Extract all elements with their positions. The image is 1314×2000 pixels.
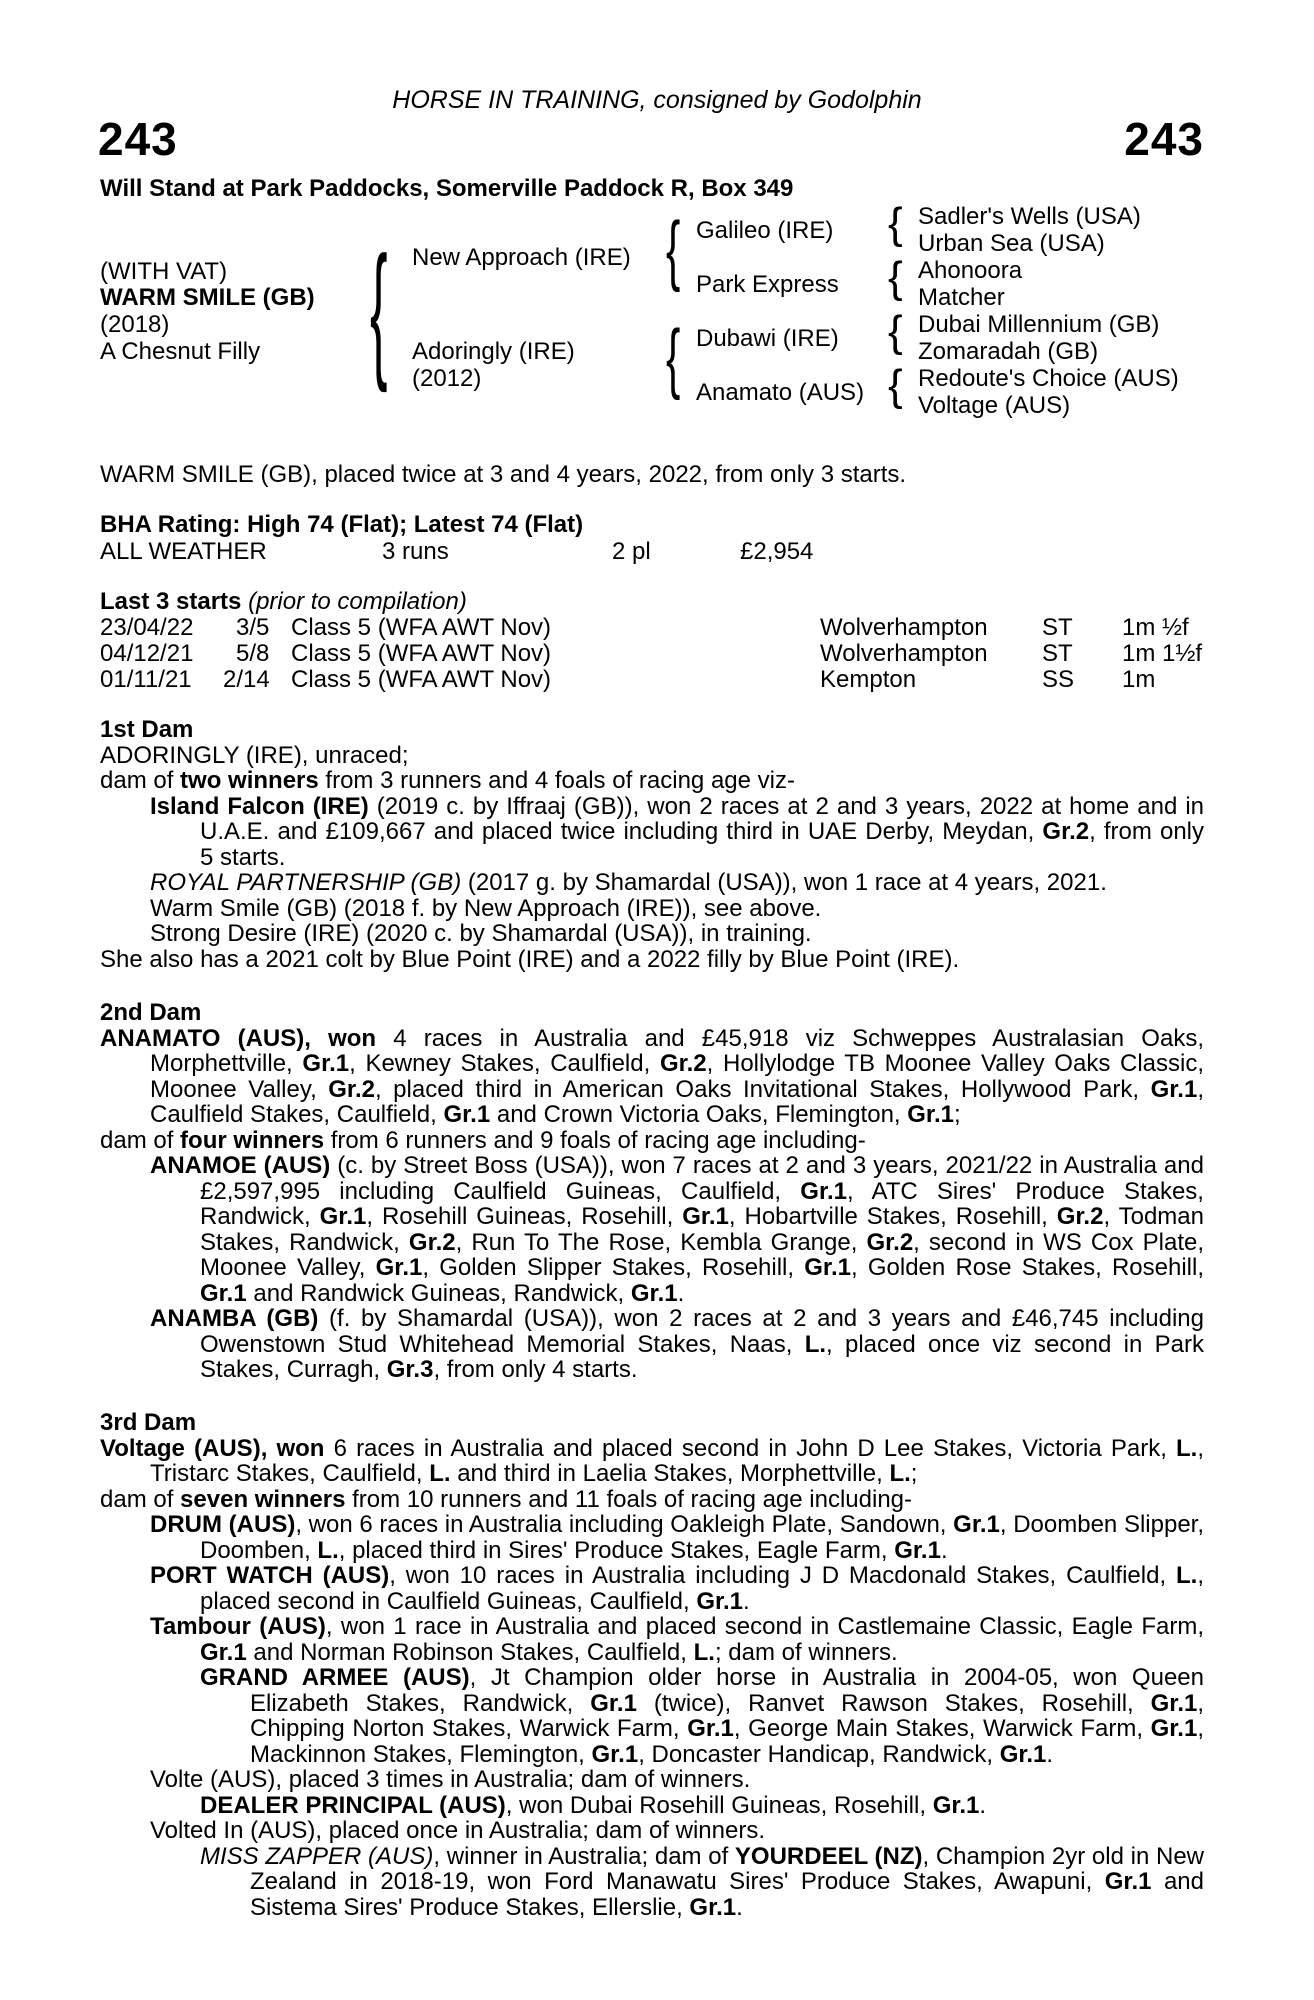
t: , Champion 2yr old in New Zealand in 2018-19, won Ford Manawatu Sires' Produce Stakes, Awapuni,: [250, 1842, 1204, 1895]
t: and Norman Robinson Stakes, Caulfield,: [246, 1638, 694, 1666]
consignment-header: HORSE IN TRAINING, consigned by Godolphin: [392, 86, 922, 114]
progeny-tambour: [100, 1614, 1204, 1665]
dam: Adoringly (IRE): [412, 338, 575, 365]
second-dam-title: 2nd Dam: [100, 999, 202, 1026]
ggs-5: Dubai Millennium (GB): [918, 311, 1160, 338]
t: (2017 g. by Shamardal (USA)), won 1 race at 4 years, 2021.: [461, 869, 1107, 896]
t: , won: [260, 1434, 325, 1462]
t: , Rosehill Guineas, Rosehill,: [366, 1203, 683, 1230]
t: ;: [953, 1101, 961, 1128]
t: .: [1046, 1740, 1054, 1768]
grade: Gr.1: [687, 1715, 734, 1742]
t: , placed second in Caulfield Guineas, Caulfield,: [200, 1562, 1204, 1615]
progeny-name: ROYAL PARTNERSHIP (GB): [150, 869, 462, 896]
t: , Tristarc Stakes, Caulfield,: [150, 1434, 1204, 1487]
grade: Gr.1: [1150, 1715, 1198, 1742]
t: , second in WS Cox Plate, Moonee Valley,: [200, 1228, 1204, 1281]
rating-placed: 2 pl: [612, 538, 651, 565]
second-dam-section: [100, 1000, 1204, 1383]
sire-brace: {: [666, 205, 681, 293]
t: from 3 runners and 4 foals of racing age viz-: [318, 767, 795, 794]
t: dam of: [100, 767, 181, 794]
start-going: ST: [1042, 614, 1073, 641]
progeny-volted-in: Volted In (AUS), placed once in Australia; dam of winners.: [150, 1817, 765, 1844]
start-pos: 3/5: [236, 614, 270, 641]
start-race: Class 5 (WFA AWT Nov): [291, 614, 552, 641]
t: , Run To The Rose, Kembla Grange,: [455, 1228, 867, 1256]
grade: Gr.1: [932, 1791, 980, 1819]
progeny-warm-smile: Warm Smile (GB) (2018 f. by New Approach (IRE)), see above.: [150, 894, 822, 922]
progeny-strong-desire: Strong Desire (IRE) (2020 c. by Shamardal (USA)), in training.: [150, 920, 812, 947]
start-going: ST: [1042, 640, 1073, 667]
starts-note: (prior to compilation): [248, 588, 467, 615]
grade: Gr.1: [804, 1254, 851, 1281]
start-date: 01/11/21: [100, 666, 192, 693]
third-dam-produce: [100, 1487, 1204, 1513]
starts-title-text: Last 3 starts: [100, 588, 242, 615]
lot-number-left: 243: [98, 113, 178, 165]
progeny-volte: Volte (AUS), placed 3 times in Australia; dam of winners.: [150, 1766, 751, 1793]
grade: Gr.1: [200, 1638, 247, 1666]
start-dist: 1m 1½f: [1122, 640, 1203, 667]
brace-1: {: [888, 199, 903, 248]
dam-year: (2012): [412, 365, 482, 392]
start-course: Wolverhampton: [820, 614, 988, 641]
start-course: Kempton: [820, 666, 917, 693]
progeny-name: Island Falcon (IRE): [150, 792, 369, 820]
grade: Gr.1: [907, 1101, 954, 1128]
start-race: Class 5 (WFA AWT Nov): [291, 640, 552, 667]
horse-name: WARM SMILE (GB): [100, 284, 315, 311]
t: .: [979, 1791, 987, 1819]
t: and third in Laelia Stakes, Morphettville,: [450, 1460, 890, 1487]
progeny-grand-armee: [100, 1665, 1204, 1767]
t: , Doncaster Handicap, Randwick,: [638, 1740, 1000, 1768]
t: (twice), Ranvet Rawson Stakes, Rosehill,: [636, 1689, 1151, 1717]
progeny-name: ANAMBA (GB): [150, 1305, 319, 1332]
t: ;: [910, 1460, 918, 1487]
progeny-drum: [100, 1512, 1204, 1563]
t: .: [940, 1536, 948, 1564]
start-pos: 5/8: [236, 640, 270, 667]
grade: Gr.1: [696, 1587, 744, 1615]
pedigree-brace: {: [370, 225, 388, 393]
t: , won 10 races in Australia including J D Macdonald Stakes, Caulfield,: [389, 1562, 1176, 1589]
first-dam-section: [100, 717, 1204, 972]
progeny-name: DEALER PRINCIPAL (AUS): [200, 1791, 506, 1819]
grade: Gr.1: [689, 1893, 737, 1921]
start-row-2: [100, 640, 1220, 666]
grade: Gr.2: [1056, 1203, 1104, 1230]
ggs-3: Ahonoora: [918, 257, 1023, 284]
t: , Hollylodge TB Moonee Valley Oaks Classic, Moonee Valley,: [150, 1050, 1205, 1103]
start-pos: 2/14: [223, 666, 270, 693]
grade: L.: [1176, 1562, 1198, 1589]
brace-4: {: [888, 361, 903, 410]
grade: Gr.1: [682, 1203, 729, 1230]
grade: L.: [1176, 1434, 1198, 1462]
t: .: [677, 1279, 685, 1307]
t: , Kewney Stakes, Caulfield,: [349, 1050, 660, 1077]
grade: L.: [429, 1460, 451, 1487]
progeny-island-falcon: [100, 794, 1204, 871]
brace-2: {: [888, 253, 903, 302]
t: 4 races in Australia and £45,918 viz Schweppes Australasian Oaks, Morphettville,: [150, 1024, 1204, 1077]
progeny-name: ANAMOE (AUS): [150, 1152, 331, 1179]
t: , from only 4 starts.: [433, 1356, 638, 1383]
start-date: 23/04/22: [100, 614, 194, 641]
progeny-name: GRAND ARMEE (AUS): [200, 1664, 470, 1691]
third-dam-title: 3rd Dam: [100, 1409, 197, 1436]
vat-note: (WITH VAT): [100, 258, 228, 285]
first-dam-line: ADORINGLY (IRE), unraced;: [100, 741, 409, 769]
grade: Gr.2: [1042, 818, 1090, 845]
start-row-3: [100, 666, 1220, 692]
grade: Gr.1: [319, 1203, 367, 1230]
grade: Gr.1: [1150, 1075, 1198, 1103]
t: , placed third in American Oaks Invitational Stakes, Hollywood Park,: [374, 1075, 1151, 1103]
grade: Gr.1: [894, 1536, 941, 1564]
progeny-miss-zapper: [100, 1844, 1204, 1921]
progeny-royal-partnership: [100, 870, 1204, 896]
progeny-name: DRUM (AUS): [150, 1511, 296, 1538]
t: 6 races in Australia and placed second in John D Lee Stakes, Victoria Park,: [324, 1434, 1176, 1462]
ggs-2: Urban Sea (USA): [918, 230, 1105, 257]
grade: Gr.2: [408, 1228, 456, 1256]
t: , won 6 races in Australia including Oakleigh Plate, Sandown,: [295, 1511, 954, 1538]
t: , Mackinnon Stakes, Flemington,: [250, 1715, 1204, 1768]
ggs-8: Voltage (AUS): [918, 392, 1071, 419]
start-race: Class 5 (WFA AWT Nov): [291, 666, 552, 693]
grade: Gr.1: [302, 1050, 350, 1077]
summary-line: WARM SMILE (GB), placed twice at 3 and 4 years, 2022, from only 3 starts.: [100, 461, 907, 488]
t: from 10 runners and 11 foals of racing age including-: [345, 1485, 913, 1513]
t: , Golden Rose Stakes, Rosehill,: [850, 1254, 1204, 1281]
grade: L.: [804, 1330, 827, 1358]
brace-3: {: [888, 307, 903, 356]
rating-row: [100, 538, 1220, 564]
dam-brace: {: [666, 313, 681, 401]
progeny-anamba: [100, 1306, 1204, 1383]
progeny-name: YOURDEEL (NZ): [734, 1842, 923, 1870]
t: , from only 5 starts.: [200, 818, 1204, 871]
start-date: 04/12/21: [100, 640, 194, 667]
start-row-1: [100, 614, 1220, 640]
grade: Gr.1: [591, 1740, 639, 1768]
start-dist: 1m ½f: [1122, 614, 1189, 641]
t: , Caulfield Stakes, Caulfield,: [150, 1075, 1204, 1128]
dam-name: ANAMATO (AUS): [100, 1024, 305, 1052]
t: ; dam of winners.: [714, 1638, 898, 1666]
progeny-anamoe: [100, 1153, 1204, 1306]
grade: Gr.1: [1104, 1868, 1152, 1895]
winners-count: two winners: [180, 767, 319, 794]
grade: Gr.3: [386, 1356, 434, 1383]
grade: L.: [317, 1536, 339, 1564]
progeny-name: Tambour (AUS): [150, 1613, 326, 1640]
t: dam of: [100, 1485, 181, 1513]
horse-description: A Chesnut Filly: [100, 338, 261, 365]
first-dam-produce: [100, 768, 1204, 794]
third-dam-section: [100, 1410, 1204, 1920]
grade: Gr.1: [800, 1177, 847, 1205]
rating-title: BHA Rating: High 74 (Flat); Latest 74 (Flat): [100, 511, 584, 538]
t: .: [736, 1893, 743, 1921]
start-dist: 1m: [1122, 666, 1156, 693]
t: and Sistema Sires' Produce Stakes, Ellerslie,: [250, 1868, 1204, 1921]
first-dam-foals: She also has a 2021 colt by Blue Point (IRE) and a 2022 filly by Blue Point (IRE).: [100, 945, 960, 973]
t: (f. by Shamardal (USA)), won 2 races at 2 and 3 years and £46,745 including Owenstown Stud Whitehead Memorial Stakes, Naas,: [200, 1305, 1204, 1358]
lot-number-right: 243: [1124, 113, 1204, 165]
t: , won: [304, 1024, 377, 1052]
first-dam-title: 1st Dam: [100, 716, 194, 743]
grade: Gr.1: [375, 1254, 423, 1281]
t: (2019 c. by Iffraaj (GB)), won 2 races at 2 and 3 years, 2022 at home and in U.A.E. and £109,667 and placed twice including third in UAE Derby, Meydan,: [200, 792, 1205, 845]
second-dam-record: [100, 1026, 1204, 1128]
grade: Gr.1: [590, 1689, 637, 1717]
ggs-7: Redoute's Choice (AUS): [918, 365, 1179, 392]
dam-dam: Anamato (AUS): [696, 379, 865, 406]
grade: Gr.1: [1150, 1689, 1198, 1717]
starts-title: [100, 589, 467, 615]
progeny-dealer-principal: [100, 1793, 1204, 1819]
grade: Gr.2: [866, 1228, 914, 1256]
second-dam-produce: [100, 1128, 1204, 1154]
t: dam of: [100, 1126, 181, 1154]
start-course: Wolverhampton: [820, 640, 988, 667]
location-line: Will Stand at Park Paddocks, Somerville Paddock R, Box 349: [100, 175, 794, 202]
grade: Gr.1: [200, 1279, 247, 1307]
grade: Gr.2: [659, 1050, 707, 1077]
rating-prize: £2,954: [740, 538, 814, 565]
dam-name: Voltage (AUS): [100, 1434, 261, 1462]
sire-dam: Park Express: [696, 271, 839, 298]
grade: L.: [889, 1460, 911, 1487]
ggs-4: Matcher: [918, 284, 1005, 311]
rating-surface: ALL WEATHER: [100, 538, 267, 565]
t: , George Main Stakes, Warwick Farm,: [733, 1715, 1151, 1742]
progeny-port-watch: [100, 1563, 1204, 1614]
t: , Golden Slipper Stakes, Rosehill,: [422, 1254, 805, 1281]
t: , winner in Australia; dam of: [433, 1842, 735, 1870]
ggs-1: Sadler's Wells (USA): [918, 203, 1141, 230]
winners-count: seven winners: [180, 1485, 346, 1513]
t: , Jt Champion older horse in Australia in 2004-05, won Queen Elizabeth Stakes, Randwick,: [250, 1664, 1204, 1717]
grade: Gr.1: [443, 1101, 491, 1128]
progeny-name: PORT WATCH (AUS): [150, 1562, 390, 1589]
t: and Randwick Guineas, Randwick,: [246, 1279, 631, 1307]
t: .: [743, 1587, 750, 1615]
t: (c. by Street Boss (USA)), won 7 races at 2 and 3 years, 2021/22 in Australia and £2,597,995 including Caulfield Guineas, Caulfield,: [200, 1152, 1204, 1205]
t: , Doomben Slipper, Doomben,: [200, 1511, 1204, 1564]
t: , ATC Sires' Produce Stakes, Randwick,: [200, 1177, 1204, 1230]
grade: Gr.1: [999, 1740, 1047, 1768]
rating-runs: 3 runs: [382, 538, 449, 565]
grade: Gr.1: [630, 1279, 678, 1307]
winners-count: four winners: [180, 1126, 325, 1154]
t: , placed third in Sires' Produce Stakes, Eagle Farm,: [338, 1536, 895, 1564]
t: and Crown Victoria Oaks, Flemington,: [490, 1101, 908, 1128]
ggs-6: Zomaradah (GB): [918, 338, 1099, 365]
progeny-name: MISS ZAPPER (AUS): [200, 1842, 434, 1870]
sire: New Approach (IRE): [412, 244, 631, 271]
t: , Todman Stakes, Randwick,: [200, 1203, 1204, 1256]
grade: Gr.1: [953, 1511, 1000, 1538]
t: from 6 runners and 9 foals of racing age including-: [324, 1126, 866, 1154]
start-going: SS: [1042, 666, 1075, 693]
dam-sire: Dubawi (IRE): [696, 325, 839, 352]
horse-year: (2018): [100, 311, 170, 338]
sire-sire: Galileo (IRE): [696, 217, 834, 244]
t: , Hobartville Stakes, Rosehill,: [728, 1203, 1057, 1230]
grade: L.: [693, 1638, 715, 1666]
t: , Chipping Norton Stakes, Warwick Farm,: [250, 1689, 1205, 1742]
t: , placed once viz second in Park Stakes, Curragh,: [200, 1330, 1204, 1383]
t: , won Dubai Rosehill Guineas, Rosehill,: [505, 1791, 933, 1819]
grade: Gr.2: [328, 1075, 375, 1103]
t: , won 1 race in Australia and placed second in Castlemaine Classic, Eagle Farm,: [325, 1613, 1204, 1640]
third-dam-record: [100, 1436, 1204, 1487]
